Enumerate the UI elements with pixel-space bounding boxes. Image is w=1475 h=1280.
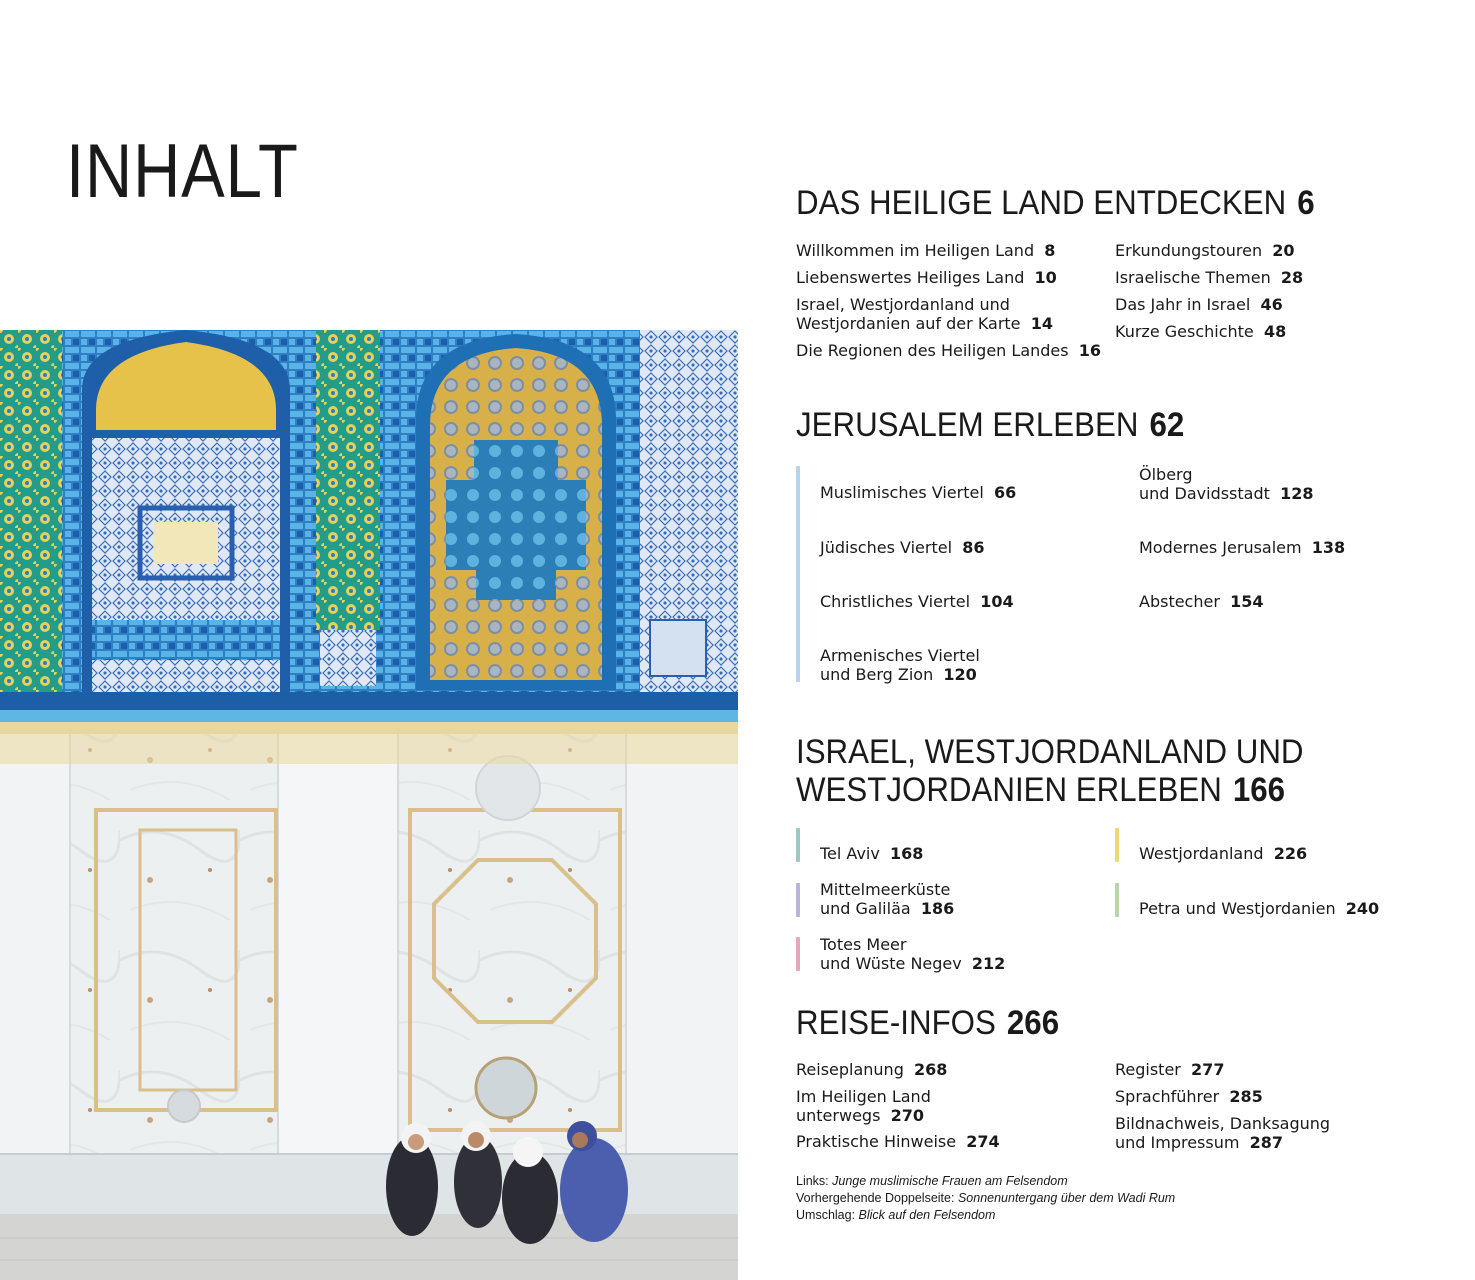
- section-page: 166: [1232, 771, 1286, 809]
- toc-entry-page: 138: [1311, 538, 1346, 557]
- toc-entry-label: Reiseplanung: [796, 1060, 904, 1079]
- caption-text: Sonnenuntergang über dem Wadi Rum: [957, 1191, 1176, 1205]
- toc-entry-page: 46: [1260, 295, 1283, 314]
- page-title: INHALT: [66, 129, 299, 214]
- toc-entry-label: Totes Meer und Wüste Negev: [820, 935, 962, 973]
- caption-prefix: Umschlag:: [796, 1208, 856, 1222]
- toc-entry-page: 66: [993, 483, 1017, 502]
- caption-prefix: Links:: [796, 1174, 829, 1188]
- toc-entry-label: Ölberg und Davidsstadt: [1139, 465, 1270, 503]
- toc-entry[interactable]: [1115, 1114, 1330, 1152]
- toc-entry-page: 168: [890, 844, 924, 863]
- toc-entry-page: 154: [1230, 592, 1264, 611]
- toc-entry[interactable]: [1115, 1087, 1263, 1106]
- toc-entry-page: 20: [1272, 241, 1295, 260]
- caption-line: [796, 1207, 1175, 1224]
- image-captions: [796, 1173, 1175, 1224]
- toc-entry-label: Register: [1115, 1060, 1181, 1079]
- toc-entry-label: Petra und Westjordanien: [1139, 899, 1336, 918]
- toc-entry-page: 285: [1229, 1087, 1263, 1106]
- section-heading-israel[interactable]: [796, 733, 1311, 809]
- toc-entry[interactable]: [820, 935, 1005, 973]
- section-heading-reise-infos[interactable]: [796, 1004, 1059, 1042]
- section-title: DAS HEILIGE LAND ENTDECKEN: [796, 184, 1287, 222]
- toc-entry-page: 86: [962, 538, 985, 557]
- toc-entry[interactable]: [796, 341, 1101, 360]
- toc-entry-page: 274: [966, 1132, 1000, 1151]
- toc-entry-page: 240: [1345, 899, 1380, 918]
- toc-entry-label: Liebenswertes Heiliges Land: [796, 268, 1025, 287]
- toc-entry[interactable]: [1139, 538, 1345, 557]
- toc-entry[interactable]: [1115, 241, 1295, 260]
- caption-line: [796, 1190, 1175, 1207]
- toc-entry-page: 268: [914, 1060, 948, 1079]
- toc-entry-label: Praktische Hinweise: [796, 1132, 957, 1151]
- toc-entry-label: Erkundungstouren: [1115, 241, 1263, 260]
- caption-prefix: Vorhergehende Doppelseite:: [796, 1191, 955, 1205]
- toc-entry[interactable]: [1115, 322, 1286, 341]
- toc-entry[interactable]: [1139, 844, 1307, 863]
- section-title: REISE-INFOS: [796, 1004, 996, 1042]
- toc-entry-page: 226: [1273, 844, 1308, 863]
- toc-entry[interactable]: [820, 483, 1016, 502]
- section-title: ISRAEL, WESTJORDANLAND UND WESTJORDANIEN ERLEBEN: [796, 733, 1304, 809]
- toc-entry-page: 120: [943, 665, 977, 684]
- toc-entry[interactable]: [1115, 268, 1303, 287]
- toc-entry-page: 48: [1263, 322, 1287, 341]
- toc-entry[interactable]: [820, 538, 984, 557]
- caption-text: Junge muslimische Frauen am Felsendom: [832, 1174, 1068, 1188]
- toc-entry[interactable]: [796, 295, 1053, 333]
- toc-entry-label: Die Regionen des Heiligen Landes: [796, 341, 1069, 360]
- section-page: 62: [1149, 406, 1185, 444]
- toc-entry-label: Israel, Westjordanland und Westjordanien auf der Karte: [796, 295, 1021, 333]
- toc-entry-label: Israelische Themen: [1115, 268, 1271, 287]
- region-color-bar: [796, 883, 800, 917]
- toc-entry-page: 16: [1078, 341, 1102, 360]
- toc-entry-page: 28: [1280, 268, 1304, 287]
- toc-entry-label: Im Heiligen Land unterwegs: [796, 1087, 931, 1125]
- caption-line: [796, 1173, 1175, 1190]
- toc-entry[interactable]: [820, 592, 1014, 611]
- toc-entry[interactable]: [820, 880, 954, 918]
- toc-entry-page: 128: [1280, 484, 1314, 503]
- region-color-bar: [796, 937, 800, 971]
- toc-entry[interactable]: [796, 268, 1057, 287]
- toc-entry-label: Das Jahr in Israel: [1115, 295, 1251, 314]
- region-color-bar: [1115, 883, 1119, 917]
- toc-entry-label: Mittelmeerküste und Galiläa: [820, 880, 951, 918]
- toc-entry[interactable]: [796, 1087, 931, 1125]
- toc-entry[interactable]: [1139, 592, 1264, 611]
- toc-entry-label: Kurze Geschichte: [1115, 322, 1254, 341]
- toc-entry-label: Abstecher: [1139, 592, 1220, 611]
- toc-entry[interactable]: [796, 241, 1055, 260]
- region-color-bar: [796, 466, 800, 682]
- region-color-bar: [796, 828, 800, 862]
- section-page: 266: [1006, 1004, 1060, 1042]
- toc-entry-label: Modernes Jerusalem: [1139, 538, 1302, 557]
- toc-entry[interactable]: [1115, 1060, 1224, 1079]
- toc-entry-label: Muslimisches Viertel: [820, 483, 984, 502]
- toc-entry-label: Jüdisches Viertel: [820, 538, 953, 557]
- section-heading-jerusalem[interactable]: [796, 406, 1184, 444]
- section-title: JERUSALEM ERLEBEN: [796, 406, 1139, 444]
- toc-entry[interactable]: [820, 646, 980, 684]
- toc-entry[interactable]: [796, 1132, 1000, 1151]
- toc-entry-page: 8: [1044, 241, 1056, 260]
- toc-entry-page: 270: [890, 1106, 924, 1125]
- toc-entry-label: Sprachführer: [1115, 1087, 1220, 1106]
- toc-entry-label: Bildnachweis, Danksagung und Impressum: [1115, 1114, 1331, 1152]
- toc-entry-label: Armenisches Viertel und Berg Zion: [820, 646, 980, 684]
- toc-entry[interactable]: [1139, 465, 1313, 503]
- toc-entry-page: 104: [980, 592, 1014, 611]
- caption-text: Blick auf den Felsendom: [858, 1208, 996, 1222]
- toc-entry-label: Willkommen im Heiligen Land: [796, 241, 1035, 260]
- toc-entry-label: Christliches Viertel: [820, 592, 971, 611]
- toc-entry[interactable]: [1139, 899, 1379, 918]
- dome-of-the-rock-photo: [0, 330, 738, 1280]
- toc-entry-page: 10: [1034, 268, 1057, 287]
- section-heading-entdecken[interactable]: [796, 184, 1315, 222]
- toc-entry-label: Westjordanland: [1139, 844, 1264, 863]
- toc-entry-label: Tel Aviv: [820, 844, 880, 863]
- region-color-bar: [1115, 828, 1119, 862]
- toc-entry[interactable]: [796, 1060, 947, 1079]
- toc-entry-page: 186: [920, 899, 955, 918]
- toc-entry-page: 14: [1030, 314, 1053, 333]
- section-page: 6: [1297, 184, 1315, 222]
- toc-entry-page: 277: [1191, 1060, 1225, 1079]
- toc-entry[interactable]: [820, 844, 923, 863]
- toc-entry-page: 287: [1249, 1133, 1284, 1152]
- toc-entry[interactable]: [1115, 295, 1283, 314]
- toc-entry-page: 212: [971, 954, 1006, 973]
